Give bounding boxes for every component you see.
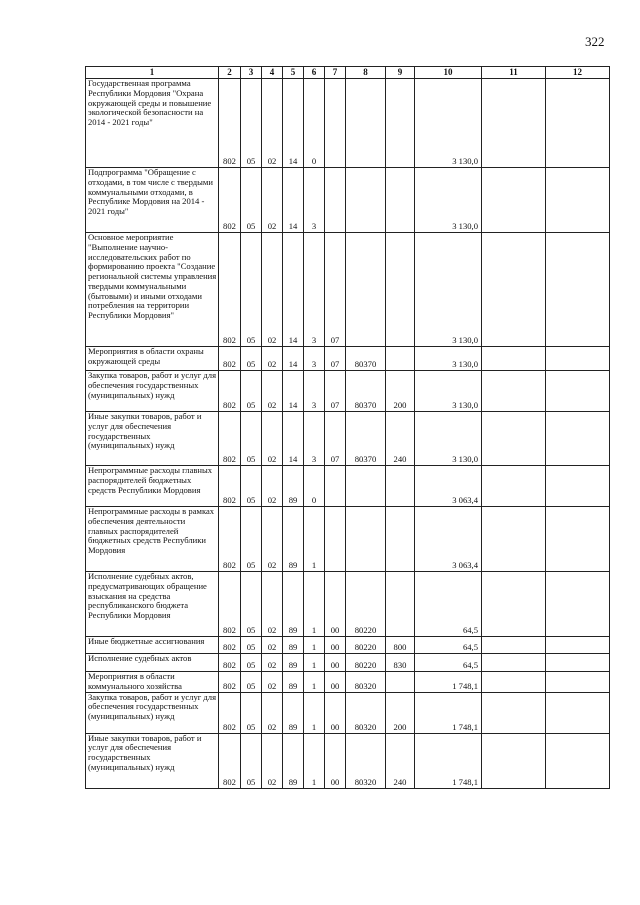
code-cell: 89 xyxy=(283,466,304,507)
code-cell xyxy=(546,637,610,654)
code-cell xyxy=(346,507,386,572)
code-cell: 802 xyxy=(219,371,241,412)
code-cell xyxy=(482,637,546,654)
amount-cell: 3 130,0 xyxy=(415,168,482,233)
header-cell: 9 xyxy=(386,67,415,79)
code-cell xyxy=(386,572,415,637)
table-row xyxy=(86,79,610,168)
amount-cell: 1 748,1 xyxy=(415,692,482,733)
code-cell: 1 xyxy=(304,692,325,733)
table-row xyxy=(86,637,610,654)
code-cell: 05 xyxy=(241,692,262,733)
code-cell xyxy=(546,733,610,788)
code-cell xyxy=(325,507,346,572)
budget-table xyxy=(85,66,610,789)
code-cell xyxy=(482,412,546,466)
amount-cell: 1 748,1 xyxy=(415,733,482,788)
code-cell: 0 xyxy=(304,466,325,507)
code-cell: 14 xyxy=(283,412,304,466)
header-cell: 2 xyxy=(219,67,241,79)
header-cell: 7 xyxy=(325,67,346,79)
code-cell xyxy=(482,572,546,637)
code-cell xyxy=(482,79,546,168)
code-cell xyxy=(386,233,415,347)
code-cell: 802 xyxy=(219,347,241,371)
code-cell: 89 xyxy=(283,733,304,788)
code-cell: 00 xyxy=(325,654,346,672)
code-cell: 02 xyxy=(262,79,283,168)
code-cell: 89 xyxy=(283,572,304,637)
code-cell: 05 xyxy=(241,347,262,371)
code-cell xyxy=(546,672,610,693)
code-cell: 02 xyxy=(262,233,283,347)
code-cell: 00 xyxy=(325,572,346,637)
code-cell: 3 xyxy=(304,168,325,233)
code-cell: 14 xyxy=(283,371,304,412)
code-cell xyxy=(482,168,546,233)
code-cell: 0 xyxy=(304,79,325,168)
code-cell: 00 xyxy=(325,733,346,788)
code-cell: 802 xyxy=(219,412,241,466)
code-cell xyxy=(386,79,415,168)
code-cell: 00 xyxy=(325,672,346,693)
code-cell: 02 xyxy=(262,507,283,572)
code-cell xyxy=(546,572,610,637)
table-row xyxy=(86,168,610,233)
code-cell xyxy=(482,654,546,672)
code-cell: 07 xyxy=(325,347,346,371)
header-cell: 4 xyxy=(262,67,283,79)
code-cell xyxy=(482,466,546,507)
code-cell xyxy=(546,347,610,371)
code-cell xyxy=(482,233,546,347)
code-cell: 02 xyxy=(262,672,283,693)
page-number: 322 xyxy=(585,34,605,49)
table-row xyxy=(86,412,610,466)
code-cell: 1 xyxy=(304,507,325,572)
code-cell: 1 xyxy=(304,733,325,788)
code-cell: 14 xyxy=(283,79,304,168)
row-name-cell: Иные закупки товаров, работ и услуг для обеспечения государственных (муниципальных) нужд xyxy=(86,412,219,466)
code-cell: 00 xyxy=(325,692,346,733)
code-cell: 1 xyxy=(304,572,325,637)
code-cell: 802 xyxy=(219,672,241,693)
table-row xyxy=(86,466,610,507)
table-row xyxy=(86,233,610,347)
table-row xyxy=(86,672,610,693)
code-cell xyxy=(546,507,610,572)
code-cell: 89 xyxy=(283,654,304,672)
code-cell xyxy=(325,79,346,168)
code-cell: 02 xyxy=(262,637,283,654)
code-cell xyxy=(546,233,610,347)
header-cell: 8 xyxy=(346,67,386,79)
code-cell xyxy=(346,466,386,507)
code-cell: 02 xyxy=(262,371,283,412)
code-cell: 05 xyxy=(241,233,262,347)
code-cell: 02 xyxy=(262,412,283,466)
code-cell: 14 xyxy=(283,233,304,347)
code-cell: 800 xyxy=(386,637,415,654)
code-cell: 802 xyxy=(219,79,241,168)
code-cell: 802 xyxy=(219,733,241,788)
code-cell xyxy=(325,466,346,507)
code-cell xyxy=(386,168,415,233)
code-cell: 02 xyxy=(262,692,283,733)
code-cell xyxy=(546,466,610,507)
code-cell xyxy=(482,507,546,572)
row-name-cell: Иные бюджетные ассигнования xyxy=(86,637,219,654)
code-cell: 02 xyxy=(262,654,283,672)
code-cell: 02 xyxy=(262,466,283,507)
code-cell: 05 xyxy=(241,79,262,168)
code-cell: 05 xyxy=(241,507,262,572)
code-cell: 3 xyxy=(304,347,325,371)
row-name-cell: Исполнение судебных актов, предусматривающих обращение взыскания на средства республиканского бюджета Республики Мордовия xyxy=(86,572,219,637)
code-cell: 802 xyxy=(219,168,241,233)
code-cell: 200 xyxy=(386,371,415,412)
code-cell xyxy=(386,347,415,371)
code-cell: 05 xyxy=(241,412,262,466)
code-cell: 80220 xyxy=(346,637,386,654)
code-cell: 3 xyxy=(304,233,325,347)
row-name-cell: Государственная программа Республики Мордовия "Охрана окружающей среды и повышение экологической безопасности на 2014 - 2021 годы" xyxy=(86,79,219,168)
amount-cell: 3 130,0 xyxy=(415,79,482,168)
code-cell: 802 xyxy=(219,654,241,672)
code-cell: 07 xyxy=(325,371,346,412)
row-name-cell: Закупка товаров, работ и услуг для обеспечения государственных (муниципальных) нужд xyxy=(86,692,219,733)
code-cell: 80370 xyxy=(346,347,386,371)
code-cell: 3 xyxy=(304,412,325,466)
code-cell: 05 xyxy=(241,733,262,788)
amount-cell: 3 130,0 xyxy=(415,233,482,347)
table-row xyxy=(86,572,610,637)
code-cell: 3 xyxy=(304,371,325,412)
code-cell xyxy=(346,79,386,168)
row-name-cell: Иные закупки товаров, работ и услуг для обеспечения государственных (муниципальных) нужд xyxy=(86,733,219,788)
code-cell: 1 xyxy=(304,654,325,672)
amount-cell: 3 130,0 xyxy=(415,347,482,371)
code-cell: 05 xyxy=(241,466,262,507)
code-cell: 89 xyxy=(283,672,304,693)
code-cell xyxy=(546,168,610,233)
code-cell: 802 xyxy=(219,507,241,572)
header-cell: 3 xyxy=(241,67,262,79)
amount-cell: 64,5 xyxy=(415,654,482,672)
header-cell: 10 xyxy=(415,67,482,79)
header-cell: 12 xyxy=(546,67,610,79)
code-cell: 830 xyxy=(386,654,415,672)
header-cell: 1 xyxy=(86,67,219,79)
code-cell: 240 xyxy=(386,733,415,788)
header-cell: 11 xyxy=(482,67,546,79)
code-cell: 80220 xyxy=(346,572,386,637)
header-row xyxy=(86,67,610,79)
code-cell: 200 xyxy=(386,692,415,733)
amount-cell: 3 130,0 xyxy=(415,412,482,466)
code-cell: 89 xyxy=(283,507,304,572)
code-cell xyxy=(546,692,610,733)
code-cell: 02 xyxy=(262,347,283,371)
code-cell: 02 xyxy=(262,572,283,637)
code-cell xyxy=(546,79,610,168)
row-name-cell: Основное мероприятие "Выполнение научно-исследовательских работ по формированию проекта "Создание региональной системы управления твердыми коммунальными (бытовыми) и иными отходами потребления на территории Республики Мордовия" xyxy=(86,233,219,347)
code-cell: 05 xyxy=(241,654,262,672)
code-cell: 07 xyxy=(325,233,346,347)
code-cell: 1 xyxy=(304,672,325,693)
amount-cell: 64,5 xyxy=(415,572,482,637)
amount-cell: 3 130,0 xyxy=(415,371,482,412)
code-cell xyxy=(482,347,546,371)
code-cell: 05 xyxy=(241,672,262,693)
header-cell: 5 xyxy=(283,67,304,79)
code-cell: 02 xyxy=(262,733,283,788)
code-cell xyxy=(546,371,610,412)
code-cell xyxy=(546,412,610,466)
code-cell: 89 xyxy=(283,637,304,654)
code-cell: 802 xyxy=(219,233,241,347)
row-name-cell: Непрограммные расходы в рамках обеспечения деятельности главных распорядителей бюджетных средств Республики Мордовия xyxy=(86,507,219,572)
table-row xyxy=(86,371,610,412)
amount-cell: 1 748,1 xyxy=(415,672,482,693)
code-cell: 80320 xyxy=(346,733,386,788)
code-cell xyxy=(346,233,386,347)
code-cell: 80320 xyxy=(346,672,386,693)
code-cell xyxy=(386,466,415,507)
row-name-cell: Непрограммные расходы главных распорядителей бюджетных средств Республики Мордовия xyxy=(86,466,219,507)
code-cell: 802 xyxy=(219,637,241,654)
code-cell: 80220 xyxy=(346,654,386,672)
table-row xyxy=(86,507,610,572)
code-cell: 80370 xyxy=(346,412,386,466)
table-row xyxy=(86,347,610,371)
code-cell xyxy=(386,672,415,693)
table-row xyxy=(86,654,610,672)
code-cell: 07 xyxy=(325,412,346,466)
amount-cell: 3 063,4 xyxy=(415,466,482,507)
code-cell: 89 xyxy=(283,692,304,733)
row-name-cell: Мероприятия в области коммунального хозяйства xyxy=(86,672,219,693)
code-cell xyxy=(346,168,386,233)
code-cell: 05 xyxy=(241,371,262,412)
code-cell: 02 xyxy=(262,168,283,233)
row-name-cell: Исполнение судебных актов xyxy=(86,654,219,672)
code-cell xyxy=(386,507,415,572)
code-cell: 80370 xyxy=(346,371,386,412)
amount-cell: 3 063,4 xyxy=(415,507,482,572)
row-name-cell: Подпрограмма "Обращение с отходами, в том числе с твердыми коммунальными отходами, в Республике Мордовия на 2014 - 2021 годы" xyxy=(86,168,219,233)
code-cell: 00 xyxy=(325,637,346,654)
code-cell: 80320 xyxy=(346,692,386,733)
code-cell: 05 xyxy=(241,572,262,637)
code-cell: 802 xyxy=(219,692,241,733)
row-name-cell: Мероприятия в области охраны окружающей среды xyxy=(86,347,219,371)
code-cell: 14 xyxy=(283,168,304,233)
code-cell xyxy=(325,168,346,233)
code-cell: 05 xyxy=(241,637,262,654)
code-cell xyxy=(482,733,546,788)
code-cell: 240 xyxy=(386,412,415,466)
table-row xyxy=(86,733,610,788)
code-cell: 05 xyxy=(241,168,262,233)
code-cell xyxy=(482,692,546,733)
row-name-cell: Закупка товаров, работ и услуг для обеспечения государственных (муниципальных) нужд xyxy=(86,371,219,412)
code-cell: 802 xyxy=(219,466,241,507)
code-cell xyxy=(482,672,546,693)
header-cell: 6 xyxy=(304,67,325,79)
code-cell: 802 xyxy=(219,572,241,637)
code-cell xyxy=(482,371,546,412)
table-row xyxy=(86,692,610,733)
code-cell: 14 xyxy=(283,347,304,371)
amount-cell: 64,5 xyxy=(415,637,482,654)
code-cell: 1 xyxy=(304,637,325,654)
code-cell xyxy=(546,654,610,672)
